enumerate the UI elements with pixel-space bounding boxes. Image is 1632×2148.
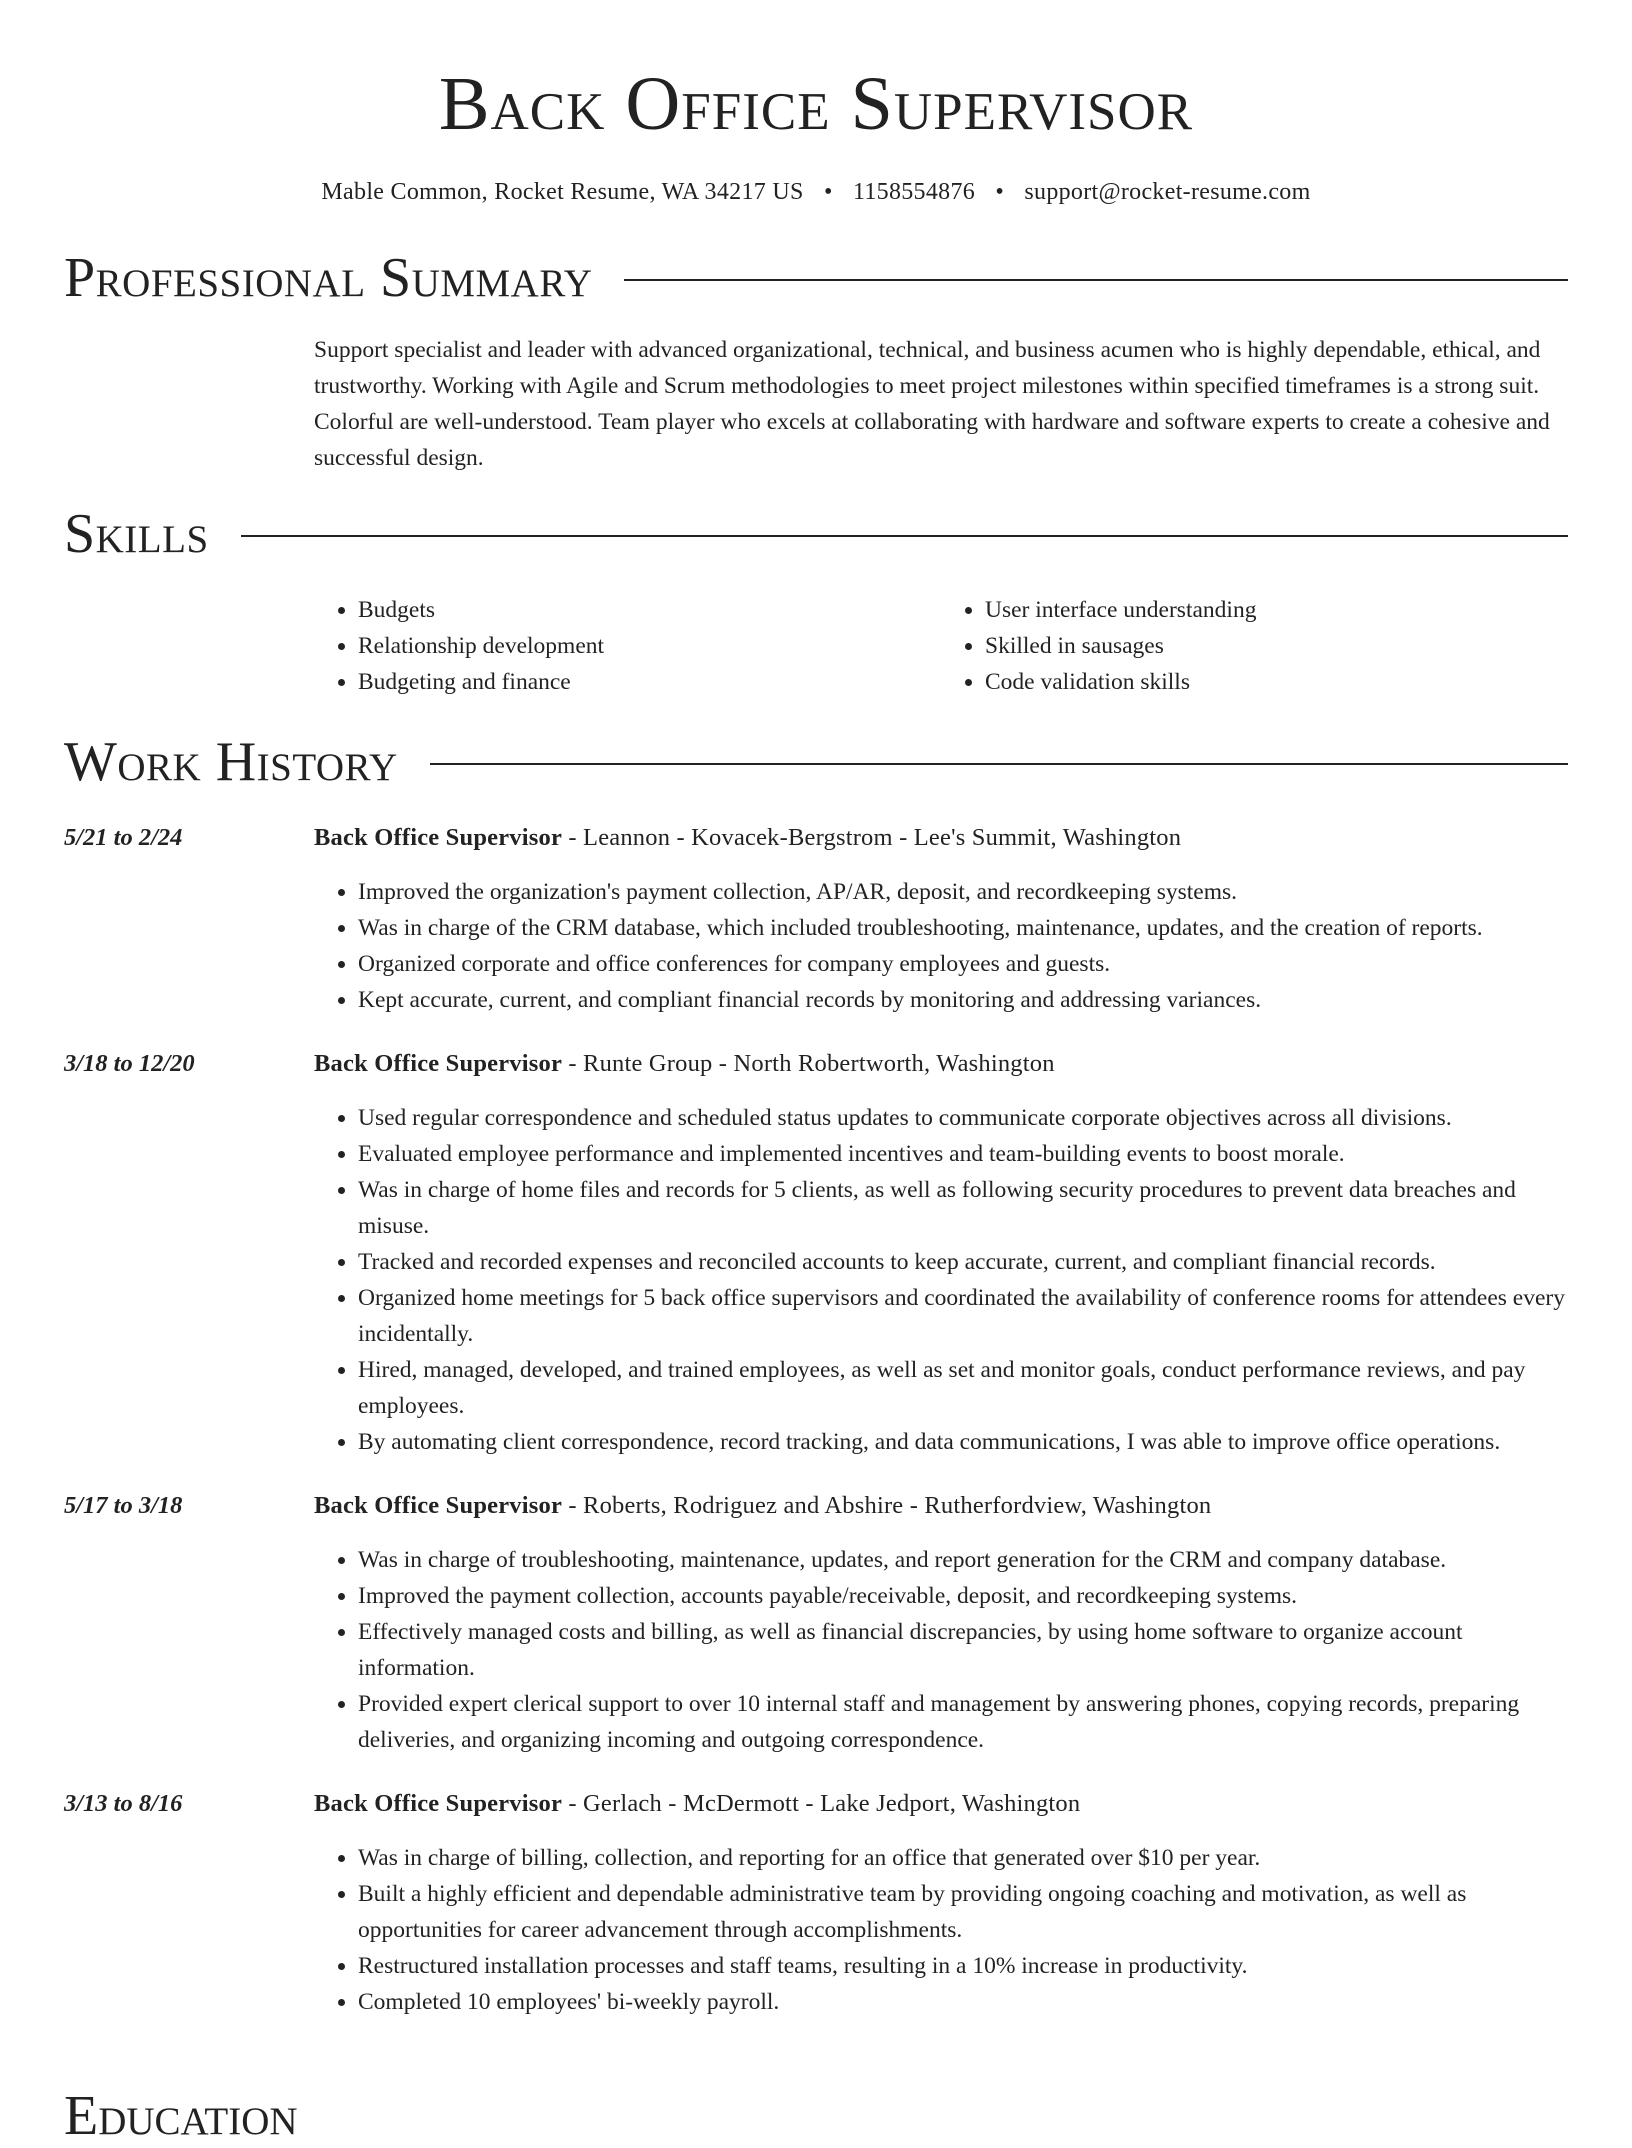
skills-heading: Skills <box>64 503 209 565</box>
contact-separator: • <box>823 179 833 205</box>
job-bullet: • Improved the organization's payment collection, AP/AR, deposit, and recordkeeping systems. <box>358 874 1568 910</box>
job-bullet: • Organized home meetings for 5 back office supervisors and coordinated the availability of conference rooms for attendees every incidentally. <box>358 1280 1568 1352</box>
job-title-line <box>314 820 1568 856</box>
job-bullet: • Built a highly efficient and dependable administrative team by providing ongoing coaching and motivation, as well as opportunities for career advancement through accomplishments. <box>358 1876 1568 1948</box>
contact-email: support@rocket-resume.com <box>1024 179 1311 205</box>
job-bullet: • Completed 10 employees' bi-weekly payroll. <box>358 1984 1568 2020</box>
job-company: - Gerlach - McDermott - Lake Jedport, Washington <box>562 1790 1081 1817</box>
summary-text: Support specialist and leader with advanced organizational, technical, and business acumen who is highly dependable, ethical, and trustworthy. Working with Agile and Scrum methodologies to meet project milestones within specified timeframes is a strong suit. Colorful are well-understood. Team player who excels at collaborating with hardware and software experts to create a cohesive and successful design. <box>314 337 1550 471</box>
job-title-line <box>314 1488 1568 1524</box>
job-bullets <box>314 1840 1568 2020</box>
job-entry <box>64 1488 1568 1758</box>
contact-separator: • <box>995 179 1005 205</box>
job-title-line <box>314 1786 1568 1822</box>
job-detail <box>314 820 1568 1018</box>
job-dates: 3/18 to 12/20 <box>64 1050 195 1077</box>
job-detail <box>314 1786 1568 2020</box>
job-dates: 3/13 to 8/16 <box>64 1790 183 1817</box>
skills-list <box>314 592 1568 700</box>
skill-item: • Relationship development <box>358 628 941 664</box>
section-divider <box>624 279 1568 281</box>
skill-item: • Budgets <box>358 592 941 628</box>
education-heading: Education <box>64 2085 298 2147</box>
job-entry <box>64 1786 1568 2020</box>
skill-item: • Skilled in sausages <box>985 628 1568 664</box>
job-title: Back Office Supervisor <box>314 824 563 851</box>
job-bullet: • Effectively managed costs and billing, as well as financial discrepancies, by using home software to organize account information. <box>358 1614 1568 1686</box>
summary-section-header <box>64 246 1568 310</box>
contact-line <box>64 176 1568 208</box>
job-bullet: • Improved the payment collection, accounts payable/receivable, deposit, and recordkeeping systems. <box>358 1578 1568 1614</box>
job-bullet: • Kept accurate, current, and compliant financial records by monitoring and addressing variances. <box>358 982 1568 1018</box>
job-bullet: • Was in charge of home files and records for 5 clients, as well as following security procedures to prevent data breaches and misuse. <box>358 1172 1568 1244</box>
job-bullets <box>314 1100 1568 1460</box>
job-dates: 5/17 to 3/18 <box>64 1492 183 1519</box>
job-bullet: • Provided expert clerical support to over 10 internal staff and management by answering phones, copying records, preparing deliveries, and organizing incoming and outgoing correspondence. <box>358 1686 1568 1758</box>
job-company: - Runte Group - North Robertworth, Washington <box>562 1050 1055 1077</box>
job-entry <box>64 1046 1568 1460</box>
job-title: Back Office Supervisor <box>314 1492 563 1519</box>
summary-heading: Professional Summary <box>64 247 593 309</box>
work-history <box>64 820 1568 2020</box>
section-divider <box>430 763 1568 765</box>
job-entry <box>64 820 1568 1018</box>
job-detail <box>314 1046 1568 1460</box>
job-bullet: • Organized corporate and office conferences for company employees and guests. <box>358 946 1568 982</box>
contact-phone: 1158554876 <box>852 179 976 205</box>
work-heading: Work History <box>64 731 398 793</box>
resume-name: Back Office Supervisor <box>438 62 1194 146</box>
skill-item: • Budgeting and finance <box>358 664 941 700</box>
job-company: - Leannon - Kovacek-Bergstrom - Lee's Summit, Washington <box>562 824 1182 851</box>
job-title: Back Office Supervisor <box>314 1790 563 1817</box>
job-detail <box>314 1488 1568 1758</box>
job-title: Back Office Supervisor <box>314 1050 563 1077</box>
skill-item: • User interface understanding <box>985 592 1568 628</box>
skills-section-header <box>64 502 1568 566</box>
job-bullet: • Was in charge of the CRM database, which included troubleshooting, maintenance, updates, and the creation of reports. <box>358 910 1568 946</box>
job-bullet: • Used regular correspondence and scheduled status updates to communicate corporate objectives across all divisions. <box>358 1100 1568 1136</box>
contact-address: Mable Common, Rocket Resume, WA 34217 US <box>321 179 804 205</box>
job-title-line <box>314 1046 1568 1082</box>
job-bullets <box>314 874 1568 1018</box>
job-bullets <box>314 1542 1568 1758</box>
job-bullet: • Evaluated employee performance and implemented incentives and team-building events to boost morale. <box>358 1136 1568 1172</box>
job-bullet: • Was in charge of billing, collection, and reporting for an office that generated over $10 per year. <box>358 1840 1568 1876</box>
section-divider <box>241 535 1568 537</box>
job-bullet: • Was in charge of troubleshooting, maintenance, updates, and report generation for the CRM and company database. <box>358 1542 1568 1578</box>
job-bullet: • Restructured installation processes and staff teams, resulting in a 10% increase in productivity. <box>358 1948 1568 1984</box>
job-bullet: • Hired, managed, developed, and trained employees, as well as set and monitor goals, conduct performance reviews, and pay employees. <box>358 1352 1568 1424</box>
work-section-header <box>64 730 1568 794</box>
skills-column-left <box>314 592 941 700</box>
job-company: - Roberts, Rodriguez and Abshire - Rutherfordview, Washington <box>562 1492 1212 1519</box>
job-bullet: • Tracked and recorded expenses and reconciled accounts to keep accurate, current, and compliant financial records. <box>358 1244 1568 1280</box>
resume-page <box>64 0 1568 2020</box>
skill-item: • Code validation skills <box>985 664 1568 700</box>
skills-column-right <box>941 592 1568 700</box>
job-dates: 5/21 to 2/24 <box>64 824 183 851</box>
job-bullet: • By automating client correspondence, record tracking, and data communications, I was able to improve office operations. <box>358 1424 1568 1460</box>
